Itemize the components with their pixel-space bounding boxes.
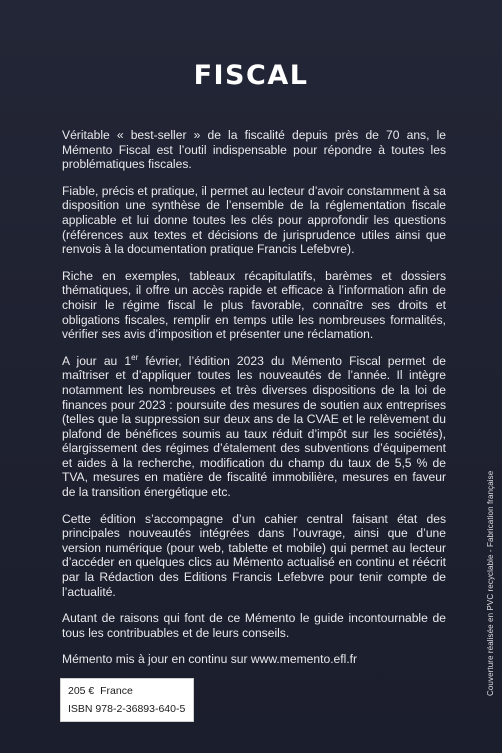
paragraph-examples: Riche en exemples, tableaux récapitulatifs, barèmes et dossiers thématiques, il offre un accès rapide et efficace à l’information afin de choisir le régime fiscal le plus favorable, connaître ses droits et obligations fiscales, remplir en temps utile les nombreuses formalités, vérifier ses avis d’imposition et présenter une réclamation. <box>62 268 446 342</box>
page-title: FISCAL <box>193 60 309 91</box>
vertical-manufacturing-note: Couverture réalisée en PVC recyclable - Fabrication française <box>486 470 495 696</box>
paragraph-intro: Véritable « best-seller » de la fiscalité depuis près de 70 ans, le Mémento Fiscal est l’outil indispensable pour répondre à toutes les problématiques fiscales. <box>62 128 446 172</box>
paragraph-reliability: Fiable, précis et pratique, il permet au lecteur d’avoir constamment à sa disposition une synthèse de l’ensemble de la réglementation fiscale applicable et lui donne toutes les clés pour approfondir les questions (références aux textes et décisions de jurisprudence utiles ainsi que renvois à la documentation pratique Francis Lefebvre). <box>62 183 446 257</box>
paragraph-conclusion: Autant de raisons qui font de ce Mémento le guide incontournable de tous les contribuables et de leurs conseils. <box>62 611 446 640</box>
description-body <box>62 128 446 667</box>
edition-date-superscript: er <box>131 352 139 362</box>
edition-date-prefix: A jour au 1 <box>62 353 132 368</box>
edition-details: février, l’édition 2023 du Mémento Fiscal permet de maîtriser et d’appliquer toutes les nouveautés de l’année. Il intègre notamment les nombreuses et très diverses dispositions de la loi de finances pour 2023 : poursuite des mesures de soutien aux entreprises (telles que la suppression sur deux ans de la CVAE et le relèvement du plafond de bénéfices soumis au taux réduit d’impôt sur les sociétés), élargissement des régimes d’étalement des subventions d’équipement et aides à la recherche, modification du champ du taux de 5,5 % de TVA, mesures en matière de fiscalité immobilière, mesures en faveur de la transition énergétique etc. <box>62 353 446 500</box>
isbn: ISBN 978-2-36893-640-5 <box>68 703 186 715</box>
price-line <box>68 685 133 697</box>
paragraph-website: Mémento mis à jour en continu sur www.memento.efl.fr <box>62 652 358 667</box>
paragraph-edition-2023 <box>62 354 446 500</box>
price: 205 € <box>68 685 95 697</box>
price-isbn-label <box>60 678 194 722</box>
price-country: France <box>100 685 133 697</box>
paragraph-supplement: Cette édition s’accompagne d’un cahier central faisant état des principales nouveautés intégrées dans l’ouvrage, ainsi que d’une version numérique (pour web, tablette et mobile) qui permet au lecteur d’accéder en quelques clics au Mémento actualisé en continu et réécrit par la Rédaction des Editions Francis Lefebvre pour tenir compte de l’actualité. <box>62 511 446 599</box>
